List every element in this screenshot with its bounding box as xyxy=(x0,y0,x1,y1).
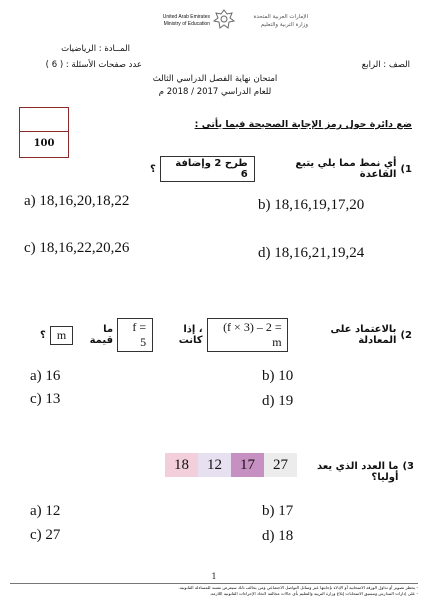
subject-label: المــادة : الرياضيات xyxy=(61,44,130,54)
score-box xyxy=(19,107,69,158)
pages-count: عدد صفحات الأسئلة : ( 6 ) xyxy=(45,60,142,70)
grade-label: الصف : الرابع xyxy=(361,60,410,70)
q2-stem xyxy=(40,318,412,352)
q2-given-box xyxy=(117,318,153,352)
q3-number-value: 17 xyxy=(240,457,255,473)
ministry-en-line-1: United Arab Emirates xyxy=(162,14,210,20)
emblem-logo xyxy=(212,8,236,32)
q3-option-b[interactable]: b) 17 xyxy=(262,503,294,519)
instruction: ضع دائرة حول رمز الإجابة الصحيحة فيما يأتي : xyxy=(194,119,412,130)
footer-note-2: - على إدارات المدارس وتنسيق الامتحانات إبلاغ وزارة التربية والتعليم بأي حالات مخالفة لاتخاذ الإجراءات القانونية اللازمة. xyxy=(209,591,418,596)
q3-number-box xyxy=(231,453,264,477)
q3-number-value: 12 xyxy=(207,457,222,473)
q1-option-c[interactable]: c) 18,16,22,20,26 xyxy=(24,240,130,256)
q2-question-mark: ؟ xyxy=(40,329,46,341)
q2-ask: ما قيمة xyxy=(89,324,114,346)
q3-stem xyxy=(310,461,414,483)
q1-option-a[interactable]: a) 18,16,20,18,22 xyxy=(24,193,130,209)
ministry-en-line-2: Ministry of Education xyxy=(163,21,210,27)
q2-option-c[interactable]: c) 13 xyxy=(30,391,61,407)
q3-number-box xyxy=(198,453,231,477)
footer-notes xyxy=(10,585,418,597)
q1-question-mark: ؟ xyxy=(150,163,156,175)
ministry-ar-line-2: وزارة التربية والتعليم xyxy=(260,22,308,28)
q3-option-a[interactable]: a) 12 xyxy=(30,503,61,519)
q2-option-d[interactable]: d) 19 xyxy=(262,393,294,409)
q3-option-d[interactable]: d) 18 xyxy=(262,528,294,544)
q2-given: f = 5 xyxy=(132,320,147,349)
q2-equation-box xyxy=(207,318,288,352)
page-number: 1 xyxy=(211,572,217,581)
q1-option-b[interactable]: b) 18,16,19,17,20 xyxy=(258,197,365,213)
q2-option-b[interactable]: b) 10 xyxy=(262,368,294,384)
exam-title: امتحان نهاية الفصل الدراسي الثالث xyxy=(152,74,278,84)
q2-var-box: m xyxy=(50,326,73,345)
q3-number-value: 18 xyxy=(174,457,189,473)
q2-given-prefix: ، إذا كانت xyxy=(178,324,203,346)
ministry-en xyxy=(148,14,210,28)
ministry-ar-line-1: الإمارات العربية المتحدة xyxy=(253,14,308,20)
score-box-top xyxy=(20,108,68,132)
q3-number-strip xyxy=(165,453,297,477)
q1-option-d[interactable]: d) 18,16,21,19,24 xyxy=(258,245,365,261)
q1-text: أي نمط مما يلي يتبع القاعدة xyxy=(295,158,397,180)
q2-text: بالاعتماد على المعادلة xyxy=(330,324,397,346)
exam-year: للعام الدراسي 2017 / 2018 م xyxy=(158,87,272,97)
q3-number: 3) xyxy=(402,461,414,472)
footer-divider xyxy=(10,583,418,584)
q1-number: 1) xyxy=(400,163,412,175)
q1-rule-box: طرح 2 وإضافة 6 xyxy=(160,156,255,182)
q3-number-value: 27 xyxy=(273,457,288,473)
q2-equation: (f × 3) – 2 = m xyxy=(223,320,282,349)
footer-note-1: - يحظر تصوير أو تداول الورقة الامتحانية أو الإدلاء بإجابتها عبر وسائل التواصل الاجتماعي ومن يخالف ذلك سيعرض نفسه للمساءلة القانونية. xyxy=(178,585,418,590)
ministry-ar xyxy=(238,13,308,29)
q2-option-a[interactable]: a) 16 xyxy=(30,368,61,384)
q3-number-box xyxy=(165,453,198,477)
q2-number: 2) xyxy=(400,329,412,341)
q3-number-box xyxy=(264,453,297,477)
q3-text: ما العدد الذي يعد أوليا؟ xyxy=(317,461,399,483)
score-total: 100 xyxy=(33,138,55,149)
q3-option-c[interactable]: c) 27 xyxy=(30,527,61,543)
q1-stem xyxy=(150,156,412,182)
